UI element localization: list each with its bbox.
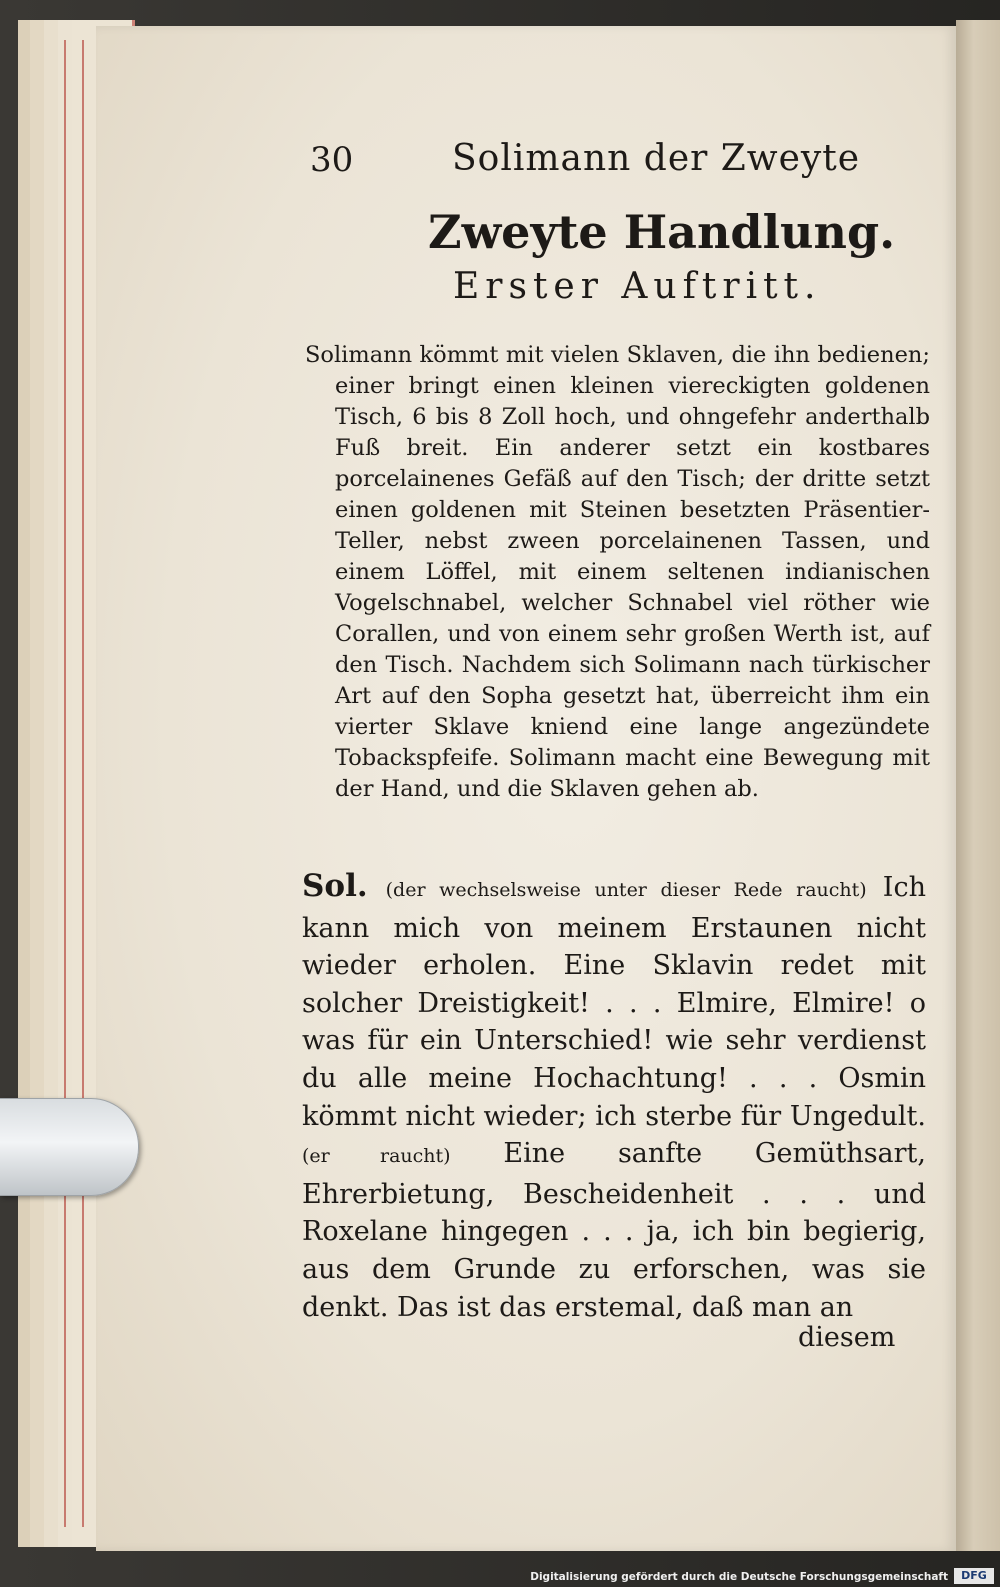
catchword: diesem	[798, 1322, 896, 1353]
speaker-aside: (der wechselsweise unter dieser Rede raucht)	[385, 879, 867, 901]
speech-text: Ich kann mich von meinem Erstaunen nicht wieder erholen. Eine Sklavin redet mit solcher Dreistigkeit! . . . Elmire, Elmire! o was für ein Unterschied! wie sehr verdienst du alle meine Hochachtung! . . . Osmin kömmt nicht wieder; ich sterbe für Ungedult.	[302, 872, 926, 1132]
digitization-credit: Digitalisierung gefördert durch die Deutsche Forschungsgemeinschaft	[530, 1571, 948, 1583]
red-edge-line	[64, 40, 66, 1527]
red-edge-line	[82, 40, 84, 1527]
act-title: Zweyte Handlung.	[428, 205, 896, 259]
stage-direction: Solimann kömmt mit vielen Sklaven, die ihn bedienen; einer bringt einen kleinen viereckigten goldenen Tisch, 6 bis 8 Zoll hoch, und ohngefehr anderthalb Fuß breit. Ein anderer setzt ein kostbares porcelainenes Gefäß auf den Tisch; der dritte setzt einen goldenen mit Steinen besetzten Präsentier-Teller, nebst zween porcelainenen Tassen, und einem Löffel, mit einem seltenen indianischen Vogelschnabel, welcher Schnabel viel röther wie Corallen, und von einem sehr großen Werth ist, auf den Tisch. Nachdem sich Solimann nach türkischer Art auf den Sopha gesetzt hat, überreicht ihm ein vierter Sklave kniend eine lange angezündete Tobackspfeife. Solimann macht eine Bewegung mit der Hand, und die Sklaven gehen ab.	[305, 342, 930, 802]
speaker-name: Sol.	[302, 868, 368, 904]
page-clip	[0, 1098, 139, 1196]
page-number: 30	[310, 140, 354, 180]
running-head: Solimann der Zweyte	[452, 138, 861, 179]
speech-paragraph	[302, 868, 926, 1326]
dfg-logo: DFG	[954, 1568, 994, 1584]
facing-page-edge	[956, 20, 1000, 1551]
speech-text: Eine sanfte Gemüthsart, Ehrerbietung, Bescheidenheit . . . und Roxelane hingegen . . . ja, ich bin begierig, aus dem Grunde zu erforschen, was sie denkt. Das ist das erstemal, daß man an	[302, 1138, 926, 1323]
speech-aside: (er raucht)	[302, 1145, 451, 1168]
scene-title: Erster Auftritt.	[453, 266, 822, 307]
